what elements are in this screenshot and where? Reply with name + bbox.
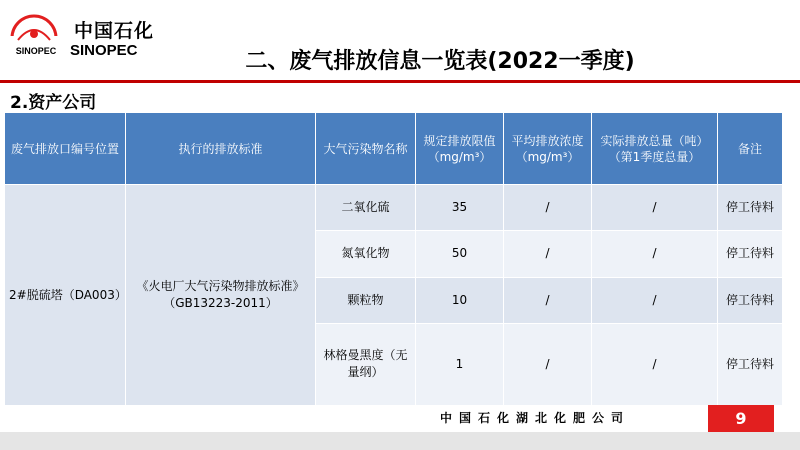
sinopec-logo — [8, 10, 158, 66]
page-title: 二、废气排放信息一览表(2022一季度) — [245, 49, 635, 74]
pollutant-cell: 二氧化硫 — [316, 185, 416, 231]
limit-cell: 50 — [416, 231, 504, 277]
table-row — [5, 185, 783, 231]
header-note: 备注 — [718, 113, 783, 185]
logo-en-text: SINOPEC — [70, 42, 138, 59]
sinopec-logo-icon — [8, 10, 64, 66]
emission-table — [4, 112, 783, 406]
outlet-cell: 2#脱硫塔（DA003） — [5, 185, 126, 406]
section-title: 2.资产公司 — [10, 93, 97, 113]
header-outlet: 废气排放口编号位置 — [5, 113, 126, 185]
pollutant-cell: 氮氧化物 — [316, 231, 416, 277]
title-divider — [0, 80, 800, 83]
pollutant-cell: 林格曼黑度（无量纲） — [316, 323, 416, 405]
total-cell: / — [592, 185, 718, 231]
limit-cell: 35 — [416, 185, 504, 231]
avg-cell: / — [504, 277, 592, 323]
note-cell: 停工待料 — [718, 323, 783, 405]
header-pollutant: 大气污染物名称 — [316, 113, 416, 185]
footer-bar — [0, 407, 800, 431]
table-header-row — [5, 113, 783, 185]
note-cell: 停工待料 — [718, 231, 783, 277]
header-avg: 平均排放浓度（mg/m³） — [504, 113, 592, 185]
header-standard: 执行的排放标准 — [126, 113, 316, 185]
header-limit: 规定排放限值（mg/m³） — [416, 113, 504, 185]
avg-cell: / — [504, 185, 592, 231]
total-cell: / — [592, 323, 718, 405]
footer-band — [0, 432, 800, 450]
limit-cell: 1 — [416, 323, 504, 405]
avg-cell: / — [504, 231, 592, 277]
total-cell: / — [592, 277, 718, 323]
note-cell: 停工待料 — [718, 185, 783, 231]
svg-text:SINOPEC: SINOPEC — [15, 46, 57, 56]
standard-cell: 《火电厂大气污染物排放标准》（GB13223-2011） — [126, 185, 316, 406]
page-number: 9 — [735, 409, 747, 428]
logo-cn-text: 中国石化 — [74, 20, 155, 42]
header-total: 实际排放总量（吨）（第1季度总量） — [592, 113, 718, 185]
avg-cell: / — [504, 323, 592, 405]
footer-company: 中国石化湖北化肥公司 — [440, 411, 631, 425]
limit-cell: 10 — [416, 277, 504, 323]
total-cell: / — [592, 231, 718, 277]
pollutant-cell: 颗粒物 — [316, 277, 416, 323]
note-cell: 停工待料 — [718, 277, 783, 323]
